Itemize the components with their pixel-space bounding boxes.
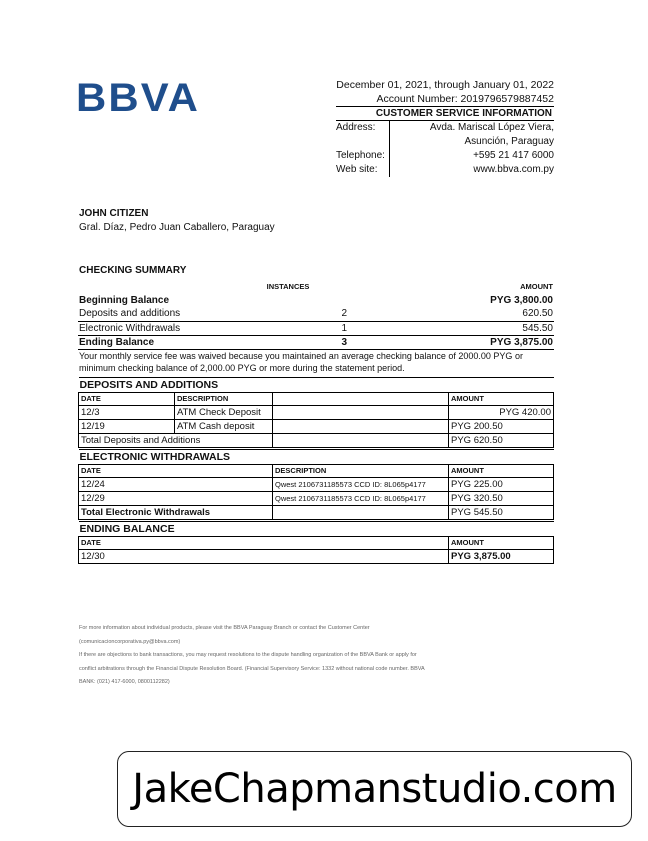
withdrawals-header-row xyxy=(79,465,554,478)
withdrawals-table xyxy=(78,449,554,520)
statement-period: December 01, 2021, through January 01, 2022 xyxy=(336,79,554,91)
summary-amount: 620.50 xyxy=(348,307,554,321)
withdrawal-date: 12/24 xyxy=(79,478,273,492)
summary-row xyxy=(78,293,554,307)
deposit-amount: PYG 200.50 xyxy=(449,420,554,434)
table-row xyxy=(79,478,554,492)
deposit-date: 12/19 xyxy=(79,420,175,434)
table-row xyxy=(79,550,554,564)
bbva-logo xyxy=(76,76,206,116)
ending-date: 12/30 xyxy=(79,550,449,564)
deposits-col-amount: AMOUNT xyxy=(449,393,554,406)
csi-label xyxy=(336,135,389,149)
deposits-section-row xyxy=(79,378,554,393)
withdrawals-total-label: Total Electronic Withdrawals xyxy=(79,506,273,520)
customer-service-title: CUSTOMER SERVICE INFORMATION xyxy=(336,106,554,121)
customer-service-table xyxy=(336,121,554,177)
summary-row xyxy=(78,307,554,321)
summary-amount: PYG 3,800.00 xyxy=(490,294,553,306)
deposits-col-date: DATE xyxy=(79,393,175,406)
deposits-total-row xyxy=(79,434,554,448)
csi-value: +595 21 417 6000 xyxy=(473,150,554,161)
customer-service-block xyxy=(336,106,554,177)
withdrawals-col-date: DATE xyxy=(79,465,273,478)
footer-line: conflict arbitrations through the Financial Dispute Resolution Board. (Financial Supervisory Service: 1332 without national code number. BBVA xyxy=(79,665,425,672)
summary-label: Beginning Balance xyxy=(79,294,170,306)
ending-balance-table xyxy=(78,521,554,564)
withdrawal-date: 12/29 xyxy=(79,492,273,506)
fee-note: Your monthly service fee was waived because you maintained an average checking balance of 2000.00 PYG or minimum checking balance of 2,000.00 PYG or more during the statement period. xyxy=(79,351,523,373)
summary-amount: 545.50 xyxy=(522,322,553,334)
withdrawals-total-row xyxy=(79,506,554,520)
csi-value: www.bbva.com.py xyxy=(473,164,554,175)
csi-row xyxy=(336,163,554,177)
summary-header-row xyxy=(78,280,554,293)
summary-label: Deposits and additions xyxy=(78,307,228,321)
ending-header-row xyxy=(79,537,554,550)
csi-value: Asunción, Paraguay xyxy=(464,136,554,147)
csi-row xyxy=(336,135,554,149)
footer-line: BANK: (021) 417-6000, 0800112282) xyxy=(79,679,170,685)
summary-instances: 2 xyxy=(228,307,348,321)
withdrawal-desc: Qwest 2106731185573 CCD ID: 8L065p4177 xyxy=(273,478,449,492)
checking-summary-table xyxy=(78,280,554,350)
summary-col-amount: AMOUNT xyxy=(520,282,553,291)
deposits-title: DEPOSITS AND ADDITIONS xyxy=(79,378,554,393)
footer-line: For more information about individual products, please visit the BBVA Paraguay Branch or contact the Customer Center xyxy=(79,625,370,631)
deposits-col-desc: DESCRIPTION xyxy=(175,393,273,406)
table-row xyxy=(79,492,554,506)
deposits-total-label: Total Deposits and Additions xyxy=(79,434,273,448)
summary-label: Ending Balance xyxy=(78,335,228,349)
deposit-date: 12/3 xyxy=(79,406,175,420)
csi-label: Telephone: xyxy=(336,149,389,163)
summary-instances xyxy=(228,293,348,307)
footer-line: (comunicacioncorporativa.py@bbva.com) xyxy=(79,638,181,645)
summary-amount: PYG 3,875.00 xyxy=(348,335,554,349)
deposits-table xyxy=(78,377,554,448)
footer-line: If there are objections to bank transactions, you may request resolutions to the dispute handling organization of the BBVA Bank or apply for xyxy=(79,652,417,658)
ending-section-row xyxy=(79,522,554,537)
statement-header xyxy=(336,79,554,106)
summary-row xyxy=(78,335,554,349)
logo-text: BBVA xyxy=(76,76,200,116)
withdrawal-amount: PYG 225.00 xyxy=(449,478,554,492)
deposit-desc: ATM Cash deposit xyxy=(175,420,273,434)
ending-col-amount: AMOUNT xyxy=(449,537,554,550)
summary-instances: 3 xyxy=(228,335,348,349)
customer-address: Gral. Díaz, Pedro Juan Caballero, Paraguay xyxy=(79,222,275,233)
account-number: Account Number: 2019796579887452 xyxy=(376,92,554,105)
summary-row xyxy=(78,321,554,335)
summary-label: Electronic Withdrawals xyxy=(79,322,181,334)
ending-title: ENDING BALANCE xyxy=(79,522,554,537)
checking-summary-title: CHECKING SUMMARY xyxy=(79,265,187,276)
withdrawals-section-row xyxy=(79,450,554,465)
withdrawal-amount: PYG 320.50 xyxy=(449,492,554,506)
withdrawals-col-amount: AMOUNT xyxy=(449,465,554,478)
summary-col-instances: INSTANCES xyxy=(266,282,310,291)
watermark-banner: JakeChapmanstudio.com xyxy=(117,751,632,827)
withdrawals-col-desc: DESCRIPTION xyxy=(273,465,449,478)
csi-label: Address: xyxy=(336,121,389,135)
csi-row xyxy=(336,149,554,163)
csi-label: Web site: xyxy=(336,163,389,177)
customer-name: JOHN CITIZEN xyxy=(79,208,149,219)
table-row xyxy=(79,406,554,420)
withdrawal-desc: Qwest 2106731185573 CCD ID: 8L065p4177 xyxy=(273,492,449,506)
withdrawals-total-amount: PYG 545.50 xyxy=(449,506,554,520)
ending-col-date: DATE xyxy=(79,537,449,550)
summary-instances: 1 xyxy=(341,322,347,334)
withdrawals-title: ELECTRONIC WITHDRAWALS xyxy=(79,450,554,465)
footer-notes xyxy=(79,622,479,690)
table-row xyxy=(79,420,554,434)
deposit-desc: ATM Check Deposit xyxy=(175,406,273,420)
deposits-total-amount: PYG 620.50 xyxy=(449,434,554,448)
deposits-header-row xyxy=(79,393,554,406)
deposit-amount: PYG 420.00 xyxy=(449,406,554,420)
csi-value: Avda. Mariscal López Viera, xyxy=(429,122,554,133)
csi-row xyxy=(336,121,554,135)
ending-amount: PYG 3,875.00 xyxy=(449,550,554,564)
